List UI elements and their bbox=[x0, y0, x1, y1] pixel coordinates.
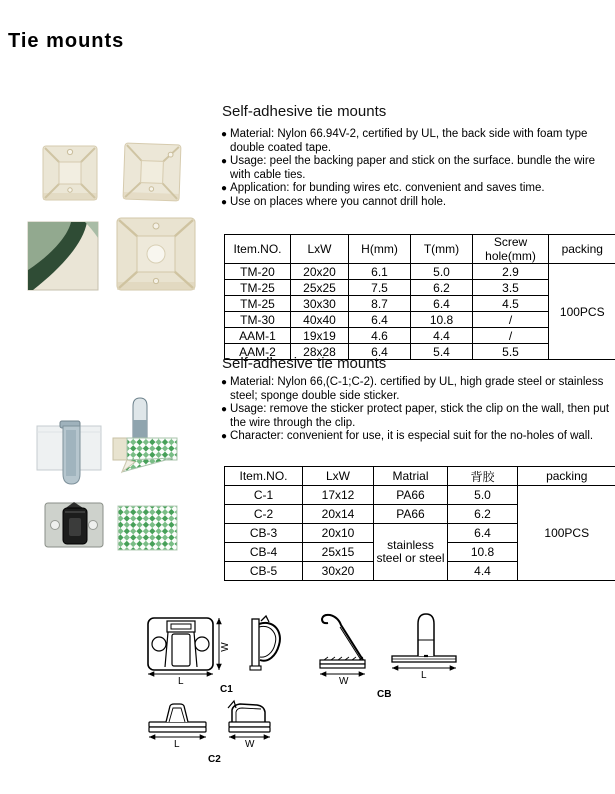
bullet-icon: ● bbox=[221, 156, 228, 168]
c1-dim-w-label: W bbox=[220, 642, 231, 652]
metal-clip-on-plate bbox=[37, 421, 101, 484]
c1-dim-l-label: L bbox=[178, 676, 184, 687]
section2-bullets bbox=[221, 376, 613, 444]
table-row: AAM-1 19x19 4.6 4.4 / bbox=[225, 328, 615, 344]
bullet-item: ● Use on places where you cannot drill hole. bbox=[221, 195, 447, 208]
col-header: LxW bbox=[303, 467, 374, 486]
c2-front-view-drawing bbox=[149, 704, 206, 737]
col-header: Item.NO. bbox=[225, 235, 291, 264]
cb-label: CB bbox=[377, 689, 392, 700]
material-merged-cell: stainless steel or steel bbox=[374, 524, 448, 581]
adhesive-pad-checkered bbox=[118, 506, 177, 550]
cb-dim-w-label: W bbox=[339, 676, 349, 687]
bullet-item: ● Usage: remove the sticker protect paper, stick the clip on the wall, then put the wire through the clip. bbox=[221, 403, 610, 429]
table-row: AAM-2 28x28 6.4 5.4 5.5 bbox=[225, 344, 615, 360]
col-header: Matrial bbox=[374, 467, 448, 486]
table-row: CB-5 30x20 4.4 bbox=[225, 562, 615, 581]
technical-drawings bbox=[90, 600, 510, 780]
bullet-item: ● Usage: peel the backing paper and stick on the surface. bundle the wire with cable ties. bbox=[221, 155, 596, 181]
col-header: LxW bbox=[291, 235, 349, 264]
tie-mount-large bbox=[117, 218, 195, 290]
cb-clip-side-view-drawing bbox=[320, 615, 365, 674]
c2-label: C2 bbox=[208, 754, 221, 765]
c1-front-view-drawing bbox=[148, 618, 219, 674]
c1-side-view-drawing bbox=[250, 616, 280, 670]
table-row: TM-25 30x30 8.7 6.4 4.5 bbox=[225, 296, 615, 312]
table-row: C-2 20x14 PA66 6.2 bbox=[225, 505, 615, 524]
black-clip-on-metal-plate bbox=[45, 502, 103, 547]
bullet-icon: ● bbox=[221, 377, 228, 388]
section2-heading: Self-adhesive tie mounts bbox=[222, 355, 387, 372]
page-title: Tie mounts bbox=[8, 30, 125, 52]
packing-cell: 100PCS bbox=[549, 264, 615, 360]
bullet-icon: ● bbox=[221, 431, 228, 443]
table-row: TM-30 40x40 6.4 10.8 / bbox=[225, 312, 615, 328]
bullet-item: ● Application: for bunding wires etc. convenient and saves time. bbox=[221, 182, 545, 195]
cb-post-view-drawing bbox=[392, 614, 456, 668]
spec-table-clips bbox=[224, 466, 615, 581]
tie-mount-small-2 bbox=[123, 143, 181, 201]
bullet-item: ● Material: Nylon 66.94V-2, certified by UL, the back side with foam type double coated tape. bbox=[221, 128, 588, 154]
col-header: 背胶 bbox=[448, 467, 518, 486]
tie-mount-pads-photo bbox=[25, 138, 215, 293]
table-row: TM-25 25x25 7.5 6.2 3.5 bbox=[225, 280, 615, 296]
cb-dim-l-label: L bbox=[421, 670, 427, 681]
wire-clips-photo bbox=[25, 388, 215, 568]
tie-mount-small-1 bbox=[43, 146, 97, 200]
col-header: packing bbox=[518, 467, 615, 486]
col-header: packing bbox=[549, 235, 615, 264]
table-row: TM-20 20x20 6.1 5.0 2.9 100PCS bbox=[225, 264, 615, 280]
table-row: C-1 17x12 PA66 5.0 100PCS bbox=[225, 486, 615, 505]
c1-label: C1 bbox=[220, 684, 233, 695]
bullet-icon: ● bbox=[221, 129, 228, 140]
c2-dim-w-label: W bbox=[245, 739, 255, 750]
bullet-icon: ● bbox=[221, 183, 228, 195]
bullet-icon: ● bbox=[221, 404, 228, 416]
table-header-row bbox=[225, 235, 615, 264]
table-row: CB-4 25x15 10.8 bbox=[225, 543, 615, 562]
col-header: Item.NO. bbox=[225, 467, 303, 486]
col-header: T(mm) bbox=[411, 235, 473, 264]
metal-clip-with-adhesive bbox=[113, 398, 177, 472]
section1-heading: Self-adhesive tie mounts bbox=[222, 103, 387, 120]
col-header: H(mm) bbox=[349, 235, 411, 264]
section1-bullets bbox=[221, 128, 613, 210]
c2-dim-l-label: L bbox=[174, 739, 180, 750]
spec-table-tie-mounts bbox=[224, 234, 615, 360]
table-row: CB-3 20x10 stainless steel or steel 6.4 bbox=[225, 524, 615, 543]
bullet-item: ● Character: convenient for use, it is especial suit for the no-holes of wall. bbox=[221, 430, 594, 443]
table-header-row bbox=[225, 467, 615, 486]
packing-cell: 100PCS bbox=[518, 486, 615, 581]
col-header: Screw hole(mm) bbox=[473, 235, 549, 264]
c2-side-view-drawing bbox=[228, 701, 270, 737]
bullet-icon: ● bbox=[221, 196, 228, 208]
bullet-item: ● Material: Nylon 66,(C-1;C-2). certified by UL, high grade steel or stainless steel; sponge double side sticker. bbox=[221, 376, 604, 402]
adhesive-pad-green bbox=[28, 222, 98, 290]
